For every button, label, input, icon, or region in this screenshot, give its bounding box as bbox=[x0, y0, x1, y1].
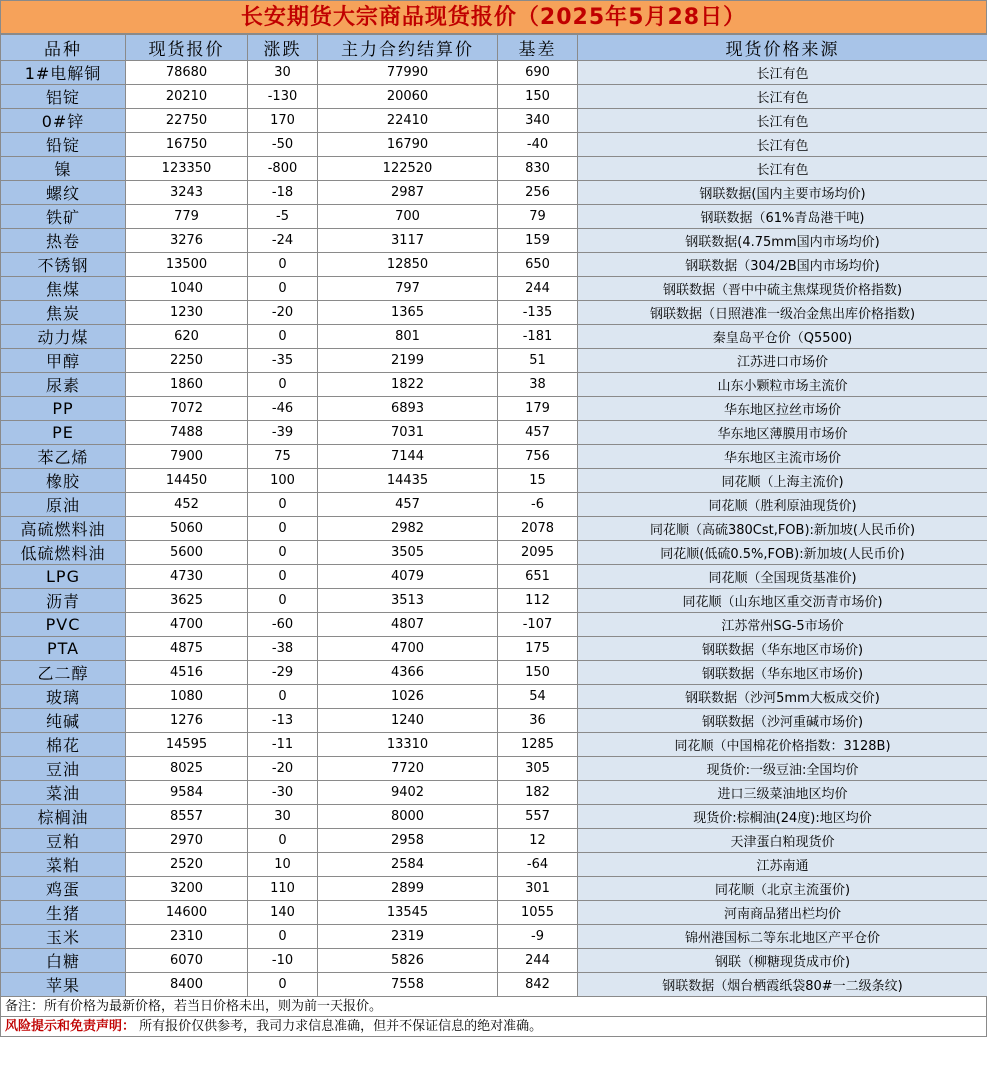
settlement-price: 1822 bbox=[318, 373, 498, 397]
table-row bbox=[1, 901, 987, 925]
basis-value: 301 bbox=[498, 877, 578, 901]
table-row bbox=[1, 253, 987, 277]
price-source: 钢联数据（晋中中硫主焦煤现货价格指数) bbox=[578, 277, 987, 301]
table-row bbox=[1, 589, 987, 613]
commodity-name: 玉米 bbox=[1, 925, 126, 949]
settlement-price: 3513 bbox=[318, 589, 498, 613]
basis-value: -181 bbox=[498, 325, 578, 349]
price-source: 同花顺（高硫380Cst,FOB):新加坡(人民币价) bbox=[578, 517, 987, 541]
settlement-price: 22410 bbox=[318, 109, 498, 133]
page-title: 长安期货大宗商品现货报价（2025年5月28日） bbox=[0, 0, 987, 34]
commodity-name: 沥青 bbox=[1, 589, 126, 613]
commodity-name: 铅锭 bbox=[1, 133, 126, 157]
settlement-price: 7720 bbox=[318, 757, 498, 781]
commodity-name: 焦炭 bbox=[1, 301, 126, 325]
settlement-price: 700 bbox=[318, 205, 498, 229]
table-row bbox=[1, 325, 987, 349]
header-name: 品种 bbox=[1, 35, 126, 61]
price-change: 0 bbox=[248, 829, 318, 853]
price-change: -20 bbox=[248, 757, 318, 781]
settlement-price: 7558 bbox=[318, 973, 498, 997]
settlement-price: 14435 bbox=[318, 469, 498, 493]
spot-price: 620 bbox=[126, 325, 248, 349]
basis-value: 175 bbox=[498, 637, 578, 661]
price-change: 30 bbox=[248, 61, 318, 85]
price-change: 110 bbox=[248, 877, 318, 901]
price-change: 100 bbox=[248, 469, 318, 493]
price-change: -39 bbox=[248, 421, 318, 445]
table-row bbox=[1, 757, 987, 781]
price-change: -11 bbox=[248, 733, 318, 757]
commodity-name: PVC bbox=[1, 613, 126, 637]
basis-value: 842 bbox=[498, 973, 578, 997]
price-change: 0 bbox=[248, 589, 318, 613]
settlement-price: 2199 bbox=[318, 349, 498, 373]
price-source: 华东地区拉丝市场价 bbox=[578, 397, 987, 421]
commodity-name: 菜粕 bbox=[1, 853, 126, 877]
header-row bbox=[1, 35, 987, 61]
basis-value: -9 bbox=[498, 925, 578, 949]
disclaimer bbox=[0, 1017, 987, 1037]
price-source: 长江有色 bbox=[578, 133, 987, 157]
settlement-price: 13310 bbox=[318, 733, 498, 757]
price-change: 75 bbox=[248, 445, 318, 469]
table-row bbox=[1, 877, 987, 901]
commodity-name: 苹果 bbox=[1, 973, 126, 997]
spot-price: 5060 bbox=[126, 517, 248, 541]
table-row bbox=[1, 397, 987, 421]
basis-value: 651 bbox=[498, 565, 578, 589]
basis-value: 2095 bbox=[498, 541, 578, 565]
settlement-price: 2584 bbox=[318, 853, 498, 877]
settlement-price: 16790 bbox=[318, 133, 498, 157]
commodity-name: 生猪 bbox=[1, 901, 126, 925]
price-change: -50 bbox=[248, 133, 318, 157]
spot-price: 4730 bbox=[126, 565, 248, 589]
disclaimer-text: 所有报价仅供参考，我司力求信息准确，但并不保证信息的绝对准确。 bbox=[139, 1019, 543, 1034]
price-change: -38 bbox=[248, 637, 318, 661]
basis-value: 244 bbox=[498, 949, 578, 973]
spot-price: 9584 bbox=[126, 781, 248, 805]
price-source: 现货价:一级豆油:全国均价 bbox=[578, 757, 987, 781]
price-change: -10 bbox=[248, 949, 318, 973]
basis-value: 182 bbox=[498, 781, 578, 805]
basis-value: 15 bbox=[498, 469, 578, 493]
settlement-price: 3117 bbox=[318, 229, 498, 253]
spot-price: 123350 bbox=[126, 157, 248, 181]
commodity-name: 棉花 bbox=[1, 733, 126, 757]
price-change: -20 bbox=[248, 301, 318, 325]
spot-price: 3243 bbox=[126, 181, 248, 205]
header-source: 现货价格来源 bbox=[578, 35, 987, 61]
commodity-name: 玻璃 bbox=[1, 685, 126, 709]
basis-value: 79 bbox=[498, 205, 578, 229]
settlement-price: 1365 bbox=[318, 301, 498, 325]
commodity-name: 1#电解铜 bbox=[1, 61, 126, 85]
price-source: 同花顺（上海主流价) bbox=[578, 469, 987, 493]
table-row bbox=[1, 565, 987, 589]
table-row bbox=[1, 181, 987, 205]
disclaimer-label: 风险提示和免责声明： bbox=[5, 1019, 136, 1034]
spot-price: 4700 bbox=[126, 613, 248, 637]
table-row bbox=[1, 517, 987, 541]
price-change: 0 bbox=[248, 493, 318, 517]
spot-price: 5600 bbox=[126, 541, 248, 565]
basis-value: 244 bbox=[498, 277, 578, 301]
price-source: 钢联（柳糖现货成市价) bbox=[578, 949, 987, 973]
settlement-price: 12850 bbox=[318, 253, 498, 277]
price-source: 钢联数据（华东地区市场价) bbox=[578, 661, 987, 685]
table-row bbox=[1, 469, 987, 493]
price-source: 长江有色 bbox=[578, 157, 987, 181]
basis-value: 150 bbox=[498, 661, 578, 685]
price-change: 30 bbox=[248, 805, 318, 829]
price-change: -13 bbox=[248, 709, 318, 733]
price-change: 10 bbox=[248, 853, 318, 877]
price-change: 0 bbox=[248, 277, 318, 301]
spot-price: 1080 bbox=[126, 685, 248, 709]
price-change: -800 bbox=[248, 157, 318, 181]
table-row bbox=[1, 949, 987, 973]
commodity-name: LPG bbox=[1, 565, 126, 589]
price-source: 进口三级菜油地区均价 bbox=[578, 781, 987, 805]
price-change: 0 bbox=[248, 541, 318, 565]
table-row bbox=[1, 613, 987, 637]
table-row bbox=[1, 853, 987, 877]
price-change: 0 bbox=[248, 253, 318, 277]
price-change: -18 bbox=[248, 181, 318, 205]
price-source: 华东地区薄膜用市场价 bbox=[578, 421, 987, 445]
spot-price: 1276 bbox=[126, 709, 248, 733]
price-source: 江苏进口市场价 bbox=[578, 349, 987, 373]
settlement-price: 1240 bbox=[318, 709, 498, 733]
price-source: 钢联数据（沙河重碱市场价) bbox=[578, 709, 987, 733]
commodity-name: 菜油 bbox=[1, 781, 126, 805]
table-row bbox=[1, 493, 987, 517]
basis-value: 36 bbox=[498, 709, 578, 733]
table-row bbox=[1, 637, 987, 661]
footnote bbox=[0, 997, 987, 1017]
spot-price: 6070 bbox=[126, 949, 248, 973]
commodity-name: 螺纹 bbox=[1, 181, 126, 205]
table-row bbox=[1, 61, 987, 85]
basis-value: 159 bbox=[498, 229, 578, 253]
spot-price: 7488 bbox=[126, 421, 248, 445]
settlement-price: 2899 bbox=[318, 877, 498, 901]
price-source: 同花顺(低硫0.5%,FOB):新加坡(人民币价) bbox=[578, 541, 987, 565]
basis-value: 557 bbox=[498, 805, 578, 829]
commodity-name: 热卷 bbox=[1, 229, 126, 253]
table-row bbox=[1, 685, 987, 709]
footnote-text: 备注：所有价格为最新价格，若当日价格未出，则为前一天报价。 bbox=[5, 999, 383, 1014]
price-change: 0 bbox=[248, 973, 318, 997]
settlement-price: 457 bbox=[318, 493, 498, 517]
header-settlement: 主力合约结算价 bbox=[318, 35, 498, 61]
price-change: 140 bbox=[248, 901, 318, 925]
price-table bbox=[0, 34, 987, 997]
price-source: 钢联数据（沙河5mm大板成交价) bbox=[578, 685, 987, 709]
settlement-price: 3505 bbox=[318, 541, 498, 565]
spot-price: 8557 bbox=[126, 805, 248, 829]
table-row bbox=[1, 349, 987, 373]
settlement-price: 5826 bbox=[318, 949, 498, 973]
spot-price: 7072 bbox=[126, 397, 248, 421]
table-row bbox=[1, 661, 987, 685]
basis-value: -135 bbox=[498, 301, 578, 325]
spot-price: 8400 bbox=[126, 973, 248, 997]
price-change: 0 bbox=[248, 925, 318, 949]
spot-price: 4875 bbox=[126, 637, 248, 661]
table-row bbox=[1, 781, 987, 805]
commodity-name: 铁矿 bbox=[1, 205, 126, 229]
commodity-name: 不锈钢 bbox=[1, 253, 126, 277]
commodity-name: 镍 bbox=[1, 157, 126, 181]
commodity-name: 铝锭 bbox=[1, 85, 126, 109]
price-change: 0 bbox=[248, 685, 318, 709]
basis-value: 756 bbox=[498, 445, 578, 469]
commodity-name: 苯乙烯 bbox=[1, 445, 126, 469]
price-source: 钢联数据（华东地区市场价) bbox=[578, 637, 987, 661]
commodity-name: 高硫燃料油 bbox=[1, 517, 126, 541]
table-row bbox=[1, 133, 987, 157]
spot-price: 16750 bbox=[126, 133, 248, 157]
price-change: -60 bbox=[248, 613, 318, 637]
price-source: 现货价:棕榈油(24度):地区均价 bbox=[578, 805, 987, 829]
spot-price: 7900 bbox=[126, 445, 248, 469]
basis-value: 650 bbox=[498, 253, 578, 277]
commodity-name: 豆粕 bbox=[1, 829, 126, 853]
table-row bbox=[1, 541, 987, 565]
price-source: 秦皇岛平仓价（Q5500) bbox=[578, 325, 987, 349]
commodity-name: 尿素 bbox=[1, 373, 126, 397]
basis-value: -64 bbox=[498, 853, 578, 877]
commodity-name: 乙二醇 bbox=[1, 661, 126, 685]
table-row bbox=[1, 709, 987, 733]
price-source: 钢联数据（61%青岛港干吨) bbox=[578, 205, 987, 229]
table-row bbox=[1, 373, 987, 397]
spot-price: 2310 bbox=[126, 925, 248, 949]
basis-value: 830 bbox=[498, 157, 578, 181]
settlement-price: 8000 bbox=[318, 805, 498, 829]
commodity-name: 白糖 bbox=[1, 949, 126, 973]
price-source: 江苏常州SG-5市场价 bbox=[578, 613, 987, 637]
price-source: 锦州港国标二等东北地区产平仓价 bbox=[578, 925, 987, 949]
spot-price: 20210 bbox=[126, 85, 248, 109]
spot-price: 8025 bbox=[126, 757, 248, 781]
spot-price: 2520 bbox=[126, 853, 248, 877]
settlement-price: 7144 bbox=[318, 445, 498, 469]
commodity-name: 橡胶 bbox=[1, 469, 126, 493]
price-change: -130 bbox=[248, 85, 318, 109]
table-row bbox=[1, 421, 987, 445]
basis-value: 51 bbox=[498, 349, 578, 373]
commodity-name: 0#锌 bbox=[1, 109, 126, 133]
spot-price: 3276 bbox=[126, 229, 248, 253]
commodity-name: 鸡蛋 bbox=[1, 877, 126, 901]
table-row bbox=[1, 973, 987, 997]
commodity-name: 甲醇 bbox=[1, 349, 126, 373]
spot-price: 2250 bbox=[126, 349, 248, 373]
commodity-name: 动力煤 bbox=[1, 325, 126, 349]
basis-value: 1055 bbox=[498, 901, 578, 925]
price-change: -29 bbox=[248, 661, 318, 685]
price-change: -24 bbox=[248, 229, 318, 253]
price-change: 0 bbox=[248, 565, 318, 589]
header-spot-price: 现货报价 bbox=[126, 35, 248, 61]
price-source: 河南商品猪出栏均价 bbox=[578, 901, 987, 925]
price-source: 长江有色 bbox=[578, 109, 987, 133]
price-source: 同花顺（中国棉花价格指数：3128B) bbox=[578, 733, 987, 757]
settlement-price: 2982 bbox=[318, 517, 498, 541]
commodity-name: 棕榈油 bbox=[1, 805, 126, 829]
basis-value: 457 bbox=[498, 421, 578, 445]
price-source: 钢联数据(国内主要市场均价) bbox=[578, 181, 987, 205]
basis-value: 690 bbox=[498, 61, 578, 85]
commodity-name: 豆油 bbox=[1, 757, 126, 781]
basis-value: 179 bbox=[498, 397, 578, 421]
commodity-name: PE bbox=[1, 421, 126, 445]
price-source: 天津蛋白粕现货价 bbox=[578, 829, 987, 853]
price-source: 钢联数据(4.75mm国内市场均价) bbox=[578, 229, 987, 253]
basis-value: 12 bbox=[498, 829, 578, 853]
table-row bbox=[1, 829, 987, 853]
price-change: -5 bbox=[248, 205, 318, 229]
basis-value: 38 bbox=[498, 373, 578, 397]
settlement-price: 9402 bbox=[318, 781, 498, 805]
settlement-price: 20060 bbox=[318, 85, 498, 109]
basis-value: 256 bbox=[498, 181, 578, 205]
header-change: 涨跌 bbox=[248, 35, 318, 61]
basis-value: 1285 bbox=[498, 733, 578, 757]
basis-value: 150 bbox=[498, 85, 578, 109]
settlement-price: 7031 bbox=[318, 421, 498, 445]
table-row bbox=[1, 805, 987, 829]
spot-price: 3200 bbox=[126, 877, 248, 901]
spot-price: 78680 bbox=[126, 61, 248, 85]
basis-value: 2078 bbox=[498, 517, 578, 541]
price-source: 同花顺（北京主流蛋价) bbox=[578, 877, 987, 901]
spot-price: 3625 bbox=[126, 589, 248, 613]
price-source: 同花顺（山东地区重交沥青市场价) bbox=[578, 589, 987, 613]
spot-price: 14600 bbox=[126, 901, 248, 925]
price-source: 江苏南通 bbox=[578, 853, 987, 877]
price-source: 华东地区主流市场价 bbox=[578, 445, 987, 469]
commodity-name: PP bbox=[1, 397, 126, 421]
price-source: 钢联数据（烟台栖霞纸袋80#一二级条纹) bbox=[578, 973, 987, 997]
table-row bbox=[1, 445, 987, 469]
table-row bbox=[1, 733, 987, 757]
price-source: 钢联数据（304/2B国内市场均价) bbox=[578, 253, 987, 277]
spot-price: 779 bbox=[126, 205, 248, 229]
spot-price: 1860 bbox=[126, 373, 248, 397]
basis-value: 305 bbox=[498, 757, 578, 781]
spot-price: 22750 bbox=[126, 109, 248, 133]
commodity-name: PTA bbox=[1, 637, 126, 661]
spot-price: 14450 bbox=[126, 469, 248, 493]
settlement-price: 4079 bbox=[318, 565, 498, 589]
settlement-price: 801 bbox=[318, 325, 498, 349]
commodity-name: 焦煤 bbox=[1, 277, 126, 301]
settlement-price: 6893 bbox=[318, 397, 498, 421]
table-row bbox=[1, 157, 987, 181]
price-change: 0 bbox=[248, 517, 318, 541]
table-row bbox=[1, 277, 987, 301]
price-change: -46 bbox=[248, 397, 318, 421]
settlement-price: 2958 bbox=[318, 829, 498, 853]
table-row bbox=[1, 301, 987, 325]
price-change: -30 bbox=[248, 781, 318, 805]
price-change: 0 bbox=[248, 373, 318, 397]
settlement-price: 4700 bbox=[318, 637, 498, 661]
basis-value: 340 bbox=[498, 109, 578, 133]
table-row bbox=[1, 925, 987, 949]
settlement-price: 797 bbox=[318, 277, 498, 301]
settlement-price: 77990 bbox=[318, 61, 498, 85]
settlement-price: 1026 bbox=[318, 685, 498, 709]
price-source: 山东小颗粒市场主流价 bbox=[578, 373, 987, 397]
commodity-name: 原油 bbox=[1, 493, 126, 517]
settlement-price: 122520 bbox=[318, 157, 498, 181]
basis-value: -107 bbox=[498, 613, 578, 637]
spot-price: 1230 bbox=[126, 301, 248, 325]
commodity-name: 低硫燃料油 bbox=[1, 541, 126, 565]
basis-value: -40 bbox=[498, 133, 578, 157]
spot-price: 14595 bbox=[126, 733, 248, 757]
spot-price: 1040 bbox=[126, 277, 248, 301]
price-source: 钢联数据（日照港准一级冶金焦出库价格指数) bbox=[578, 301, 987, 325]
settlement-price: 13545 bbox=[318, 901, 498, 925]
settlement-price: 2319 bbox=[318, 925, 498, 949]
settlement-price: 4366 bbox=[318, 661, 498, 685]
price-change: 0 bbox=[248, 325, 318, 349]
header-basis: 基差 bbox=[498, 35, 578, 61]
price-change: -35 bbox=[248, 349, 318, 373]
basis-value: -6 bbox=[498, 493, 578, 517]
commodity-name: 纯碱 bbox=[1, 709, 126, 733]
price-source: 长江有色 bbox=[578, 85, 987, 109]
basis-value: 112 bbox=[498, 589, 578, 613]
table-row bbox=[1, 85, 987, 109]
settlement-price: 2987 bbox=[318, 181, 498, 205]
price-change: 170 bbox=[248, 109, 318, 133]
spot-price: 4516 bbox=[126, 661, 248, 685]
table-row bbox=[1, 229, 987, 253]
spot-price: 452 bbox=[126, 493, 248, 517]
basis-value: 54 bbox=[498, 685, 578, 709]
price-source: 长江有色 bbox=[578, 61, 987, 85]
table-row bbox=[1, 109, 987, 133]
spot-price: 13500 bbox=[126, 253, 248, 277]
spot-price: 2970 bbox=[126, 829, 248, 853]
table-row bbox=[1, 205, 987, 229]
price-source: 同花顺（胜利原油现货价) bbox=[578, 493, 987, 517]
settlement-price: 4807 bbox=[318, 613, 498, 637]
price-source: 同花顺（全国现货基准价) bbox=[578, 565, 987, 589]
